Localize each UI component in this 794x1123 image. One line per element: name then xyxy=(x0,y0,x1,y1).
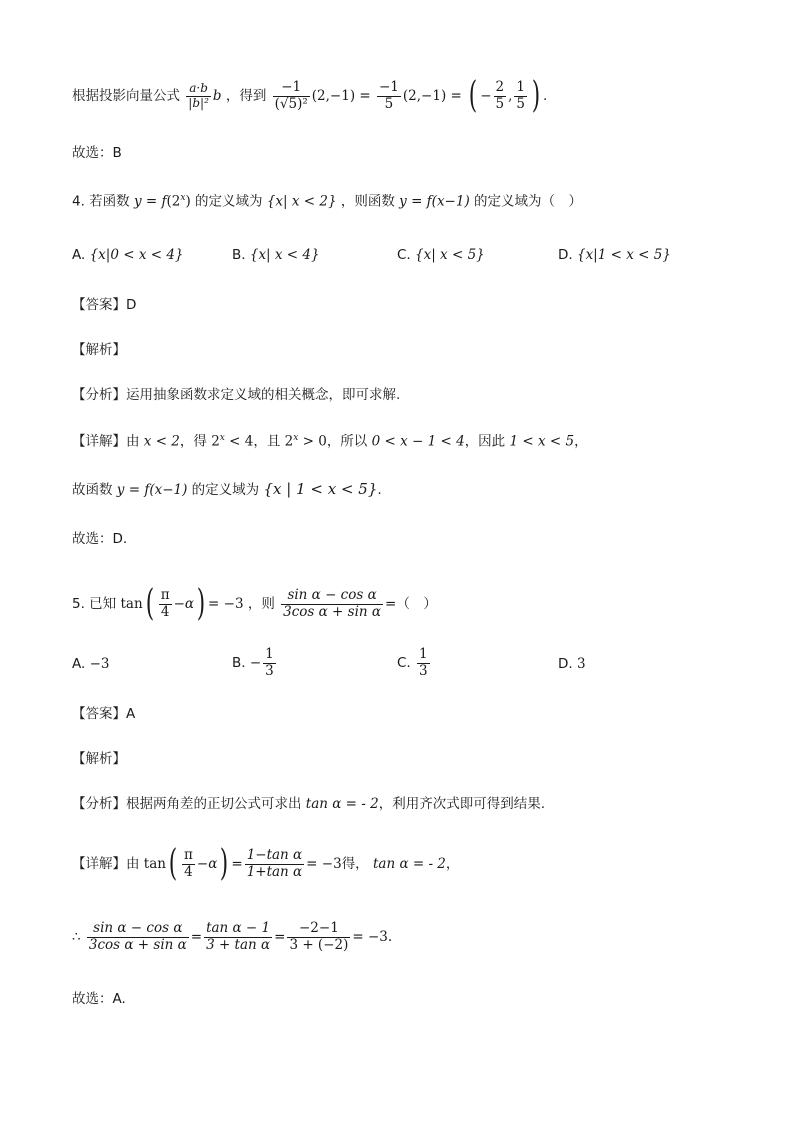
q4-option-c-label: C. xyxy=(397,247,411,263)
q4-option-b xyxy=(232,249,320,263)
q5-option-b-num: 1 xyxy=(265,646,274,662)
q5-calc-frac-2 xyxy=(204,921,272,953)
q4-conc-b: 的定义域为 xyxy=(191,482,260,498)
q5-option-c xyxy=(397,647,432,679)
q4-d3rest: > 0 xyxy=(298,433,327,450)
q5-option-a xyxy=(72,658,110,672)
point-1: (2,−1) xyxy=(311,88,356,104)
projection-lead: 根据投影向量公式 xyxy=(72,88,180,104)
q4-option-c-text: {x| x < 5} xyxy=(415,247,485,263)
q5-option-c-frac xyxy=(417,647,430,679)
q5-fenxi-a: 根据两角差的正切公式可求出 xyxy=(126,796,302,812)
q4-detail-e: ，因此 xyxy=(464,433,506,450)
q5-fenxi-math: tan α = - 2 xyxy=(305,796,379,812)
q5-option-b-frac xyxy=(263,647,276,679)
q4-d3: 2 xyxy=(284,433,294,450)
q5-det-num: 1−tan α xyxy=(246,846,303,863)
q4-conc-a: 故函数 xyxy=(72,482,113,498)
q5-detail-c: ， xyxy=(445,856,460,872)
q4-paren-open: ( xyxy=(166,193,172,210)
q5-therefore: ∴ xyxy=(72,929,81,946)
q4-exp: x xyxy=(180,193,186,203)
q5-analysis-title: 【解析】 xyxy=(72,751,126,767)
q4-stem-a: 4. 若函数 xyxy=(72,193,130,210)
q5-calc-frac-3 xyxy=(287,921,350,953)
formula-denominator: |b|² xyxy=(188,95,209,110)
q4-option-b-label: B. xyxy=(232,247,246,263)
q4-conc-set: {x | 1 < x < 5} xyxy=(263,480,378,498)
result-fraction-1 xyxy=(494,80,507,112)
q5-fenxi xyxy=(72,798,545,812)
q5-eq-m3: = −3 xyxy=(208,596,244,612)
projection-get: ，得到 xyxy=(225,88,267,104)
q5-fenxi-b: ，利用齐次式即可得到结果. xyxy=(378,796,546,812)
q5-option-c-den: 3 xyxy=(419,662,428,679)
q4-stem xyxy=(72,194,582,209)
formula-numerator: a·b xyxy=(186,82,211,97)
q4-option-d-label: D. xyxy=(558,247,573,263)
q5-detail-b: 得， xyxy=(341,856,369,872)
q5-option-b xyxy=(232,647,278,679)
q5-detail-a: 由 xyxy=(126,856,140,872)
q4-detail xyxy=(72,434,588,449)
q4-detail-a: 由 xyxy=(126,433,140,450)
q5-c1-den: 3cos α + sin α xyxy=(88,936,187,953)
result-comma: , xyxy=(508,88,513,104)
q4-conc-c: . xyxy=(377,482,382,498)
q4-d3exp: x xyxy=(293,433,299,443)
q4-conclusion xyxy=(72,482,382,498)
q5-detail-four: 4 xyxy=(184,863,193,880)
result-1-num: 2 xyxy=(495,78,505,95)
q4-conc-function: y = f(x−1) xyxy=(116,482,188,498)
result-2-num: 1 xyxy=(516,78,525,95)
q4-paren-close: ) xyxy=(185,193,191,210)
fraction-1 xyxy=(273,80,310,112)
q5-option-c-label: C. xyxy=(397,655,411,672)
projection-formula xyxy=(186,82,211,111)
q5-c2-den: 3 + tan α xyxy=(206,936,271,953)
q5-option-d xyxy=(558,658,586,672)
q5-num: sin α − cos α xyxy=(281,588,383,605)
q5-option-a-text: −3 xyxy=(89,656,110,672)
q5-stem-b: ，则 xyxy=(247,596,275,612)
q4-option-c xyxy=(397,249,485,263)
q5-choice: 故选：A. xyxy=(72,991,126,1007)
q4-option-b-text: {x| x < 4} xyxy=(249,247,320,263)
q5-option-d-label: D. xyxy=(558,656,573,672)
projection-end: . xyxy=(543,88,548,104)
fraction-1-num: −1 xyxy=(273,80,310,97)
q4-analysis-title: 【解析】 xyxy=(72,342,126,358)
q4-fenxi-tag: 【分析】 xyxy=(72,387,126,403)
fraction-2-den: 5 xyxy=(384,95,394,112)
neg-sign: − xyxy=(480,88,492,104)
q5-calc-frac-1 xyxy=(87,921,189,953)
result-fraction-2 xyxy=(514,80,527,112)
q5-c3-den: 3 + (−2) xyxy=(289,936,349,953)
q5-option-b-neg: − xyxy=(249,655,262,672)
q4-detail-f: ， xyxy=(574,433,588,450)
q5-detail-tan: tan xyxy=(143,856,166,872)
projection-line xyxy=(72,75,548,116)
q5-detail-minus-alpha: −α xyxy=(196,856,218,872)
q5-minus-alpha: −α xyxy=(173,596,194,612)
q4-function: y = f xyxy=(133,193,167,210)
q4-base: 2 xyxy=(171,193,181,210)
q3-choice: 故选：B xyxy=(72,145,122,161)
q5-option-b-den: 3 xyxy=(265,662,274,679)
q4-function-2: y = f(x−1) xyxy=(399,193,470,210)
q5-detail-rparen: ) xyxy=(220,843,229,884)
fraction-2 xyxy=(377,80,401,112)
q5-answer: 【答案】A xyxy=(72,706,136,722)
q5-pi: π xyxy=(160,586,170,603)
q5-detail-pi: π xyxy=(184,846,193,863)
q5-fenxi-tag: 【分析】 xyxy=(72,796,126,812)
fraction-2-num: −1 xyxy=(379,78,399,95)
q4-stem-c: ，则函数 xyxy=(340,193,395,210)
q4-detail-b: ，得 xyxy=(179,433,207,450)
q4-option-a xyxy=(72,249,184,263)
q5-calc: ∴ $\frac{\text{sin α − cos α}}{\text{3cos α + sin α}}$ = $\frac{\text{tan α − 1}}{\text{3 + tan α}}$ = $\frac{-2-1}{3 + (-2)}$ = −3. xyxy=(72,920,393,953)
q4-detail-c: ，且 xyxy=(253,433,281,450)
equals-1: = xyxy=(359,88,371,104)
q5-option-a-label: A. xyxy=(72,656,86,672)
q4-fenxi-text: 运用抽象函数求定义域的相关概念，即可求解. xyxy=(126,387,401,403)
q5-den: 3cos α + sin α xyxy=(283,603,382,620)
q4-option-a-label: A. xyxy=(72,247,86,263)
result-1-den: 5 xyxy=(495,95,505,112)
q4-d2: 2 xyxy=(211,433,220,450)
q4-answer: 【答案】D xyxy=(72,297,137,313)
q4-option-d-text: {x|1 < x < 5} xyxy=(576,247,671,263)
q4-detail-tag: 【详解】 xyxy=(72,433,126,450)
q4-choice: 故选：D. xyxy=(72,531,128,547)
q5-stem-c: =（ ） xyxy=(385,596,437,612)
q5-stem xyxy=(72,583,437,624)
q5-detail-lparen: ( xyxy=(168,843,178,884)
left-paren: ( xyxy=(468,75,478,116)
q5-stem-a: 5. 已知 xyxy=(72,596,117,612)
q5-c2-num: tan α − 1 xyxy=(206,920,271,936)
q4-d4: 0 < x − 1 < 4 xyxy=(371,433,465,450)
q5-detail-tag: 【详解】 xyxy=(72,856,126,872)
q5-detail-fraction xyxy=(245,848,304,880)
q4-d5: 1 < x < 5 xyxy=(509,433,575,450)
q5-det-eq: = −3 xyxy=(306,856,342,872)
q5-detail: 【详解】由 tan( $\frac{\pi}{4}$ −α) = $\frac{\text{1−tan α}}{\text{1+tan α}}$ = −3得， tan α = - 2， xyxy=(72,843,460,884)
fraction-1-den: (√5)² xyxy=(274,95,308,112)
q5-four: 4 xyxy=(160,603,170,620)
q5-option-c-num: 1 xyxy=(419,646,428,662)
q5-option-d-text: 3 xyxy=(576,656,586,672)
q5-c1-num: sin α − cos α xyxy=(87,921,189,938)
q5-lparen: ( xyxy=(145,583,154,624)
equals-2: = xyxy=(450,88,462,104)
point-2: (2,−1) xyxy=(402,88,447,104)
q5-det-tan: tan α = - 2 xyxy=(372,856,446,872)
result-2-den: 5 xyxy=(516,95,525,112)
q5-main-fraction xyxy=(281,588,383,620)
q4-d1: x < 2 xyxy=(143,433,180,450)
q4-domain: {x| x < 2} xyxy=(266,193,337,210)
q5-detail-pi-over-4 xyxy=(182,848,195,880)
q4-fenxi xyxy=(72,389,400,403)
right-paren: ) xyxy=(531,75,541,116)
q5-c3-num: −2−1 xyxy=(287,921,350,938)
q5-pi-over-4 xyxy=(159,588,172,620)
q4-option-a-text: {x|0 < x < 4} xyxy=(89,247,184,263)
q4-detail-d: ，所以 xyxy=(326,433,368,450)
q5-tan: tan xyxy=(120,596,143,612)
q5-rparen: ) xyxy=(196,583,206,624)
q4-d2rest: < 4 xyxy=(224,433,254,450)
q4-d2exp: x xyxy=(219,433,225,443)
q4-option-d xyxy=(558,249,671,263)
q5-calc-end: = −3. xyxy=(352,929,393,946)
q4-stem-b: 的定义域为 xyxy=(195,193,263,210)
formula-vector: b xyxy=(212,88,222,104)
q5-option-b-label: B. xyxy=(232,655,246,672)
q5-det-den: 1+tan α xyxy=(246,863,303,880)
q4-stem-d: 的定义域为（ ） xyxy=(474,193,583,210)
